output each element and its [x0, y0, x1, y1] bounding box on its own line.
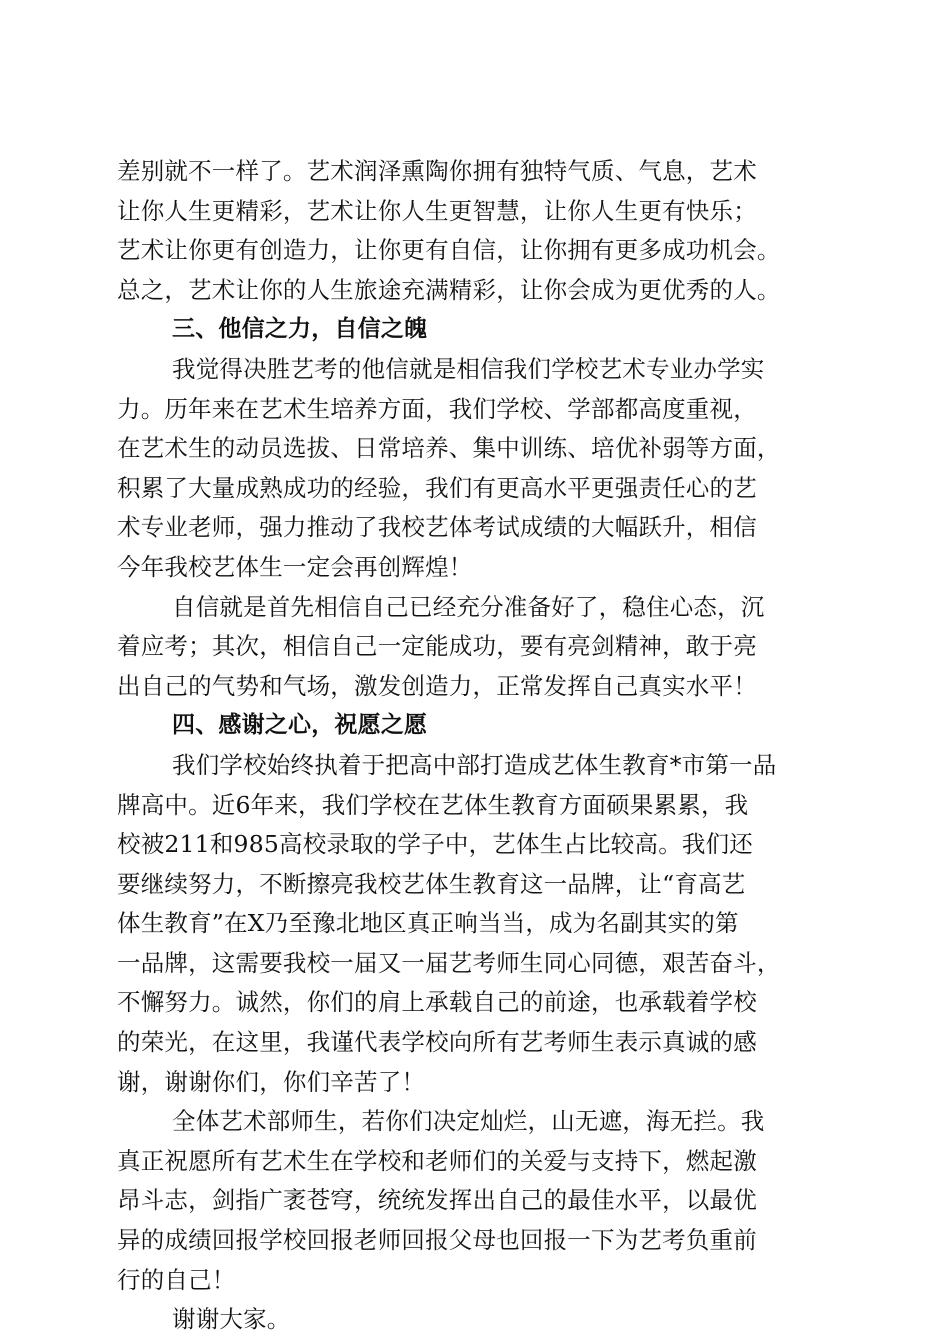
section-heading-3: 三、他信之力，自信之魄 — [172, 316, 428, 343]
paragraph-start: 我们学校始终执着于把高中部打造成艺体生教育*市第一品 — [172, 750, 777, 779]
text-line: 着应考；其次，相信自己一定能成功，要有亮剑精神，敢于亮 — [117, 632, 757, 661]
text-line: 不懈努力。诚然，你们的肩上承载自己的前途，也承载着学校 — [117, 988, 757, 1017]
paragraph-start: 自信就是首先相信自己已经充分准备好了，稳住心态，沉 — [172, 592, 765, 621]
closing-line: 谢谢大家。 — [172, 1305, 291, 1334]
text-line: 一品牌，这需要我校一届又一届艺考师生同心同德，艰苦奋斗， — [117, 948, 781, 977]
paragraph-start: 我觉得决胜艺考的他信就是相信我们学校艺术专业办学实 — [172, 354, 765, 383]
paragraph-start: 全体艺术部师生，若你们决定灿烂，山无遮，海无拦。我 — [172, 1107, 765, 1136]
text-line: 谢，谢谢你们，你们辛苦了！ — [117, 1067, 426, 1096]
text-line: 行的自己！ — [117, 1265, 236, 1294]
text-line: 要继续努力，不断擦亮我校艺体生教育这一品牌，让“育高艺 — [117, 869, 746, 898]
text-line: 体生教育”在X乃至豫北地区真正响当当，成为名副其实的第 — [117, 909, 739, 938]
section-heading-4: 四、感谢之心，祝愿之愿 — [172, 712, 428, 739]
text-line: 异的成绩回报学校回报老师回报父母也回报一下为艺考负重前 — [117, 1226, 757, 1255]
text-line: 今年我校艺体生一定会再创辉煌！ — [117, 552, 473, 581]
text-line: 真正祝愿所有艺术生在学校和老师们的关爱与支持下，燃起激 — [117, 1146, 757, 1175]
document-body — [117, 152, 829, 1340]
text-line: 术专业老师，强力推动了我校艺体考试成绩的大幅跃升，相信 — [117, 513, 757, 542]
text-line: 艺术让你更有创造力，让你更有自信，让你拥有更多成功机会。 — [117, 236, 781, 265]
text-line: 校被211和985高校录取的学子中，艺体生占比较高。我们还 — [117, 830, 754, 859]
text-line: 昂斗志，剑指广袤苍穹，统统发挥出自己的最佳水平，以最优 — [117, 1186, 757, 1215]
text-line: 总之，艺术让你的人生旅途充满精彩，让你会成为更优秀的人。 — [117, 275, 781, 304]
text-line: 积累了大量成熟成功的经验，我们有更高水平更强责任心的艺 — [117, 473, 757, 502]
text-line: 让你人生更精彩，艺术让你人生更智慧，让你人生更有快乐； — [117, 196, 757, 225]
text-line: 牌高中。近6年来，我们学校在艺体生教育方面硕果累累，我 — [117, 790, 749, 819]
text-line: 出自己的气势和气场，激发创造力，正常发挥自己真实水平！ — [117, 671, 757, 700]
text-line: 的荣光，在这里，我谨代表学校向所有艺考师生表示真诚的感 — [117, 1028, 757, 1057]
text-line: 差别就不一样了。艺术润泽熏陶你拥有独特气质、气息，艺术 — [117, 157, 757, 185]
text-line: 力。历年来在艺术生培养方面，我们学校、学部都高度重视， — [117, 394, 757, 423]
text-line: 在艺术生的动员选拔、日常培养、集中训练、培优补弱等方面， — [117, 434, 781, 463]
